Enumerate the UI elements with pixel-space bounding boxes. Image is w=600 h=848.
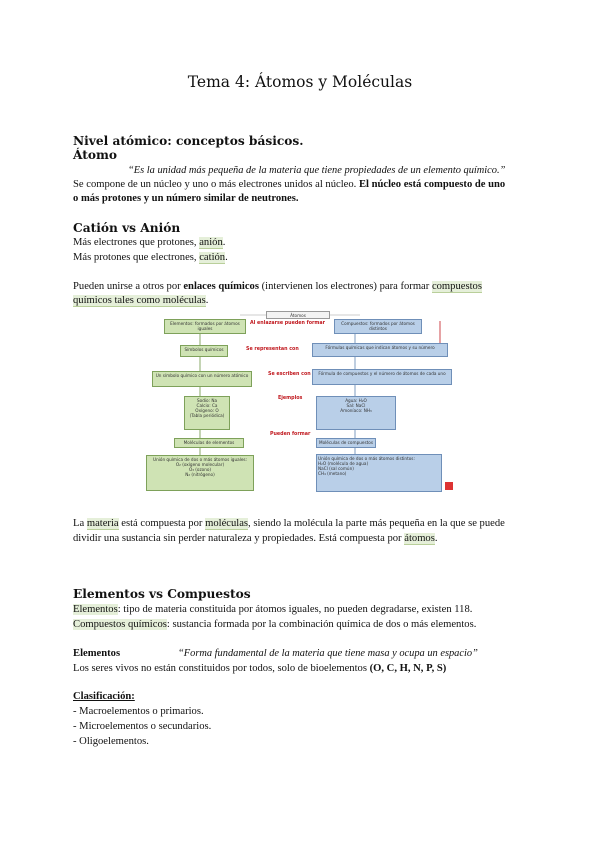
left-box-4: Sodio: Na Calcio: Ca Oxígeno: O (Tabla periódica) (184, 396, 230, 430)
union-bold: enlaces químicos (183, 281, 259, 292)
elementos-line (73, 603, 472, 617)
label-representan: Se representan con (246, 347, 299, 352)
highlight-compuestos-quimicos: Compuestos químicos (73, 619, 167, 630)
union-line-1 (73, 280, 528, 294)
highlight-moleculas: químicos tales como moléculas (73, 295, 206, 306)
materia-text-c: , siendo la molécula la parte más pequeña en la que se puede (248, 518, 505, 529)
section-heading-elementos: Elementos vs Compuestos (73, 587, 251, 601)
compuestos-line (73, 618, 476, 632)
union-text-a: Pueden unirse a otros por (73, 281, 184, 292)
elementos-definition (73, 647, 533, 661)
atomo-bold-2: o más protones y un número similar de neutrones. (73, 193, 299, 204)
clasificacion-item-1: - Macroelementos o primarios. (73, 706, 204, 717)
right-box-6: Unión química de dos o más átomos distintos: H₂O (molécula de agua) NaCl (sal común) CH₄ (metano) (316, 454, 442, 492)
materia-line-2 (73, 532, 438, 546)
atomo-line-1 (73, 178, 533, 192)
cation-text-1: Más electrones que protones, (73, 237, 200, 248)
clasificacion-item-2: - Microelementos o secundarios. (73, 721, 212, 732)
atomos-box: Átomos (266, 311, 330, 319)
page-title: Tema 4: Átomos y Moléculas (187, 73, 413, 91)
subheading-atomo: Átomo (73, 148, 118, 162)
union-dot: . (205, 295, 209, 306)
bioelementos-bold: (O, C, H, N, P, S) (369, 663, 447, 674)
materia-text-a: La (73, 518, 87, 529)
cation-dot-2: . (225, 252, 228, 263)
seres-text: Los seres vivos no están constituidos por todos, solo de bioelementos (73, 663, 370, 674)
right-box-3: Fórmula de compuestos y el número de átomos de cada uno (312, 369, 452, 385)
section-heading-nivel: Nivel atómico: conceptos básicos. (73, 134, 304, 148)
highlight-moleculas-2: moléculas (205, 518, 249, 529)
label-ejemplos: Ejemplos (278, 396, 303, 401)
clasificacion-item-3: - Oligoelementos. (73, 736, 149, 747)
left-box-2: Símbolos químicos (180, 345, 228, 357)
elementos-text: : tipo de materia constituida por átomos iguales, no pueden degradarse, existen 118. (117, 604, 473, 615)
highlight-cation: catión (199, 252, 226, 263)
label-escriben: Se escriben con (268, 372, 311, 377)
materia-text-d: dividir una sustancia sin perder naturaleza y propiedades. Está compuesta por (73, 533, 405, 544)
highlight-anion: anión (199, 237, 223, 248)
left-box-5: Moléculas de elementos (174, 438, 244, 448)
cation-line-2 (73, 251, 228, 265)
highlight-compuestos: compuestos (431, 281, 482, 292)
cation-text-2: Más protones que electrones, (73, 252, 200, 263)
highlight-materia: materia (86, 518, 119, 529)
union-text-b: (intervienen los electrones) para formar (258, 281, 432, 292)
right-box-4: Agua: H₂O Sal: NaCl Amoníaco: NH₃ (316, 396, 396, 430)
highlight-atomos: átomos (404, 533, 435, 544)
label-pueden-formar: Pueden formar (270, 432, 311, 437)
elementos-quote: “Forma fundamental de la materia que tiene masa y ocupa un espacio” (178, 648, 478, 659)
compuestos-text: : sustancia formada por la combinación química de dos o más elementos. (166, 619, 477, 630)
left-box-6: Unión química de dos o más átomos iguales: O₂ (oxígeno molecular) O₃ (ozono) N₂ (nitrógeno) (146, 455, 254, 491)
seres-vivos-line (73, 662, 446, 676)
section-heading-cation: Catión vs Anión (73, 221, 181, 235)
atomo-line-2 (73, 192, 299, 206)
union-line-2 (73, 294, 208, 308)
label-enlazarse: Al enlazarse pueden formar (250, 321, 325, 326)
concept-map-figure (140, 311, 462, 499)
right-box-5: Moléculas de compuestos (316, 438, 376, 448)
atomo-text: Se compone de un núcleo y uno o más electrones unidos al núcleo. (73, 179, 359, 190)
highlight-elementos: Elementos (73, 604, 118, 615)
atomo-quote: “Es la unidad más pequeña de la materia que tiene propiedades de un elemento químico.” (128, 165, 506, 176)
right-box-2: Fórmulas químicas que indican átomos y su número (312, 343, 448, 357)
right-box-1: Compuestos: formados por átomos distintos (334, 319, 422, 334)
materia-line-1 (73, 517, 533, 531)
left-box-3: Un símbolo químico con un número atómico (152, 371, 252, 387)
materia-text-b: está compuesta por (118, 518, 206, 529)
materia-dot: . (434, 533, 438, 544)
left-box-1: Elementos: formados por átomos iguales (164, 319, 246, 334)
clasificacion-heading: Clasificación: (73, 691, 135, 702)
cation-line-1 (73, 236, 225, 250)
atomo-bold-1: El núcleo está compuesto de uno (358, 179, 506, 190)
cation-dot-1: . (222, 237, 226, 248)
elementos-bold: Elementos (73, 648, 121, 659)
